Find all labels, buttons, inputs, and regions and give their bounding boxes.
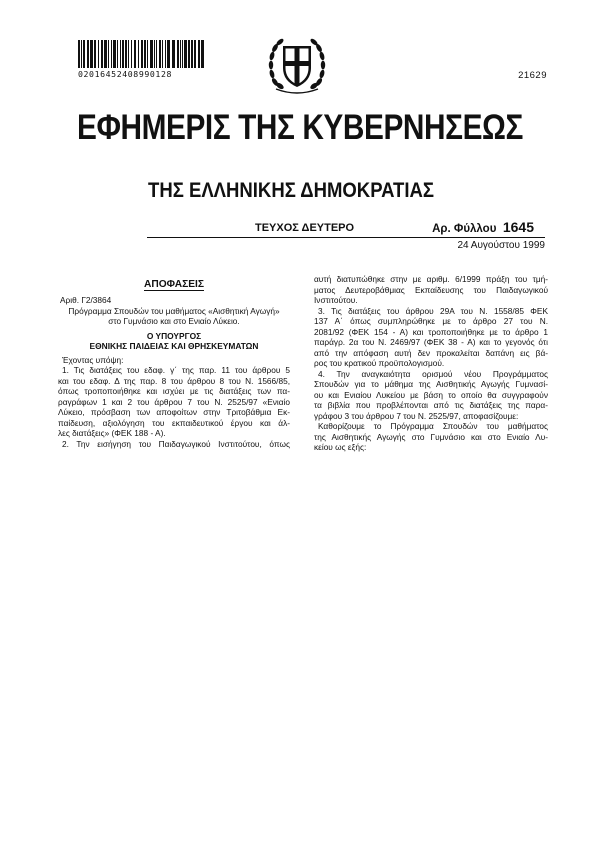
barcode-bar	[194, 40, 196, 68]
paragraph-line-text: λες διατάξεις» (ΦΕΚ 188 - Α).	[58, 428, 166, 438]
paragraph-line	[314, 369, 548, 380]
paragraph-line	[314, 358, 548, 369]
gazette-subtitle-box	[148, 180, 472, 201]
barcode-bar	[156, 40, 157, 68]
barcode-bar	[184, 40, 187, 68]
paragraph-line-text: της Αισθητικής Αγωγής στο Γυμνάσιο και στο Ενιαίο Λυ-	[314, 431, 548, 442]
barcode-bar	[198, 40, 200, 68]
paragraph-line	[58, 397, 290, 408]
paragraph-line	[314, 295, 548, 306]
paragraph-line	[58, 428, 290, 439]
gazette-title-box	[77, 110, 595, 145]
paragraph-line-text: γράφου 3 του άρθρου 7 του Ν. 2525/97, αποφασίζουμε:	[314, 410, 519, 421]
section-heading-box	[58, 279, 290, 291]
paragraph	[314, 306, 548, 369]
paragraph-line-text: 2. Την εισήγηση του Παιδαγωγικού Ινστιτούτου, όπως	[62, 438, 290, 449]
barcode-bar	[90, 40, 93, 68]
barcode-bar	[201, 40, 204, 68]
paragraph	[58, 365, 290, 439]
paragraph-line-text: 4. Την αναγκαιότητα ορισμού νέου Προγράμματος	[318, 368, 548, 379]
paragraph-line	[314, 390, 548, 401]
paragraph-line-text: κείου ως εξής:	[314, 442, 367, 452]
paragraph-line	[314, 442, 548, 453]
issue-sheet-number: 1645	[502, 219, 534, 235]
barcode-bar	[182, 40, 183, 68]
barcode-bar	[78, 40, 80, 68]
barcode-bar	[81, 40, 82, 68]
paragraph-line	[314, 379, 548, 390]
paragraph-line-text: 1. Τις διατάξεις του εδαφ. γ΄ της παρ. 11 του άρθρου 5	[62, 365, 290, 375]
barcode-bar	[113, 40, 116, 68]
barcode-bar	[131, 40, 132, 68]
issue-sheet-label: Αρ. Φύλλου	[432, 223, 497, 235]
gazette-title: ΕΦΗΜΕΡΙΣ ΤΗΣ ΚΥΒΕΡΝΗΣΕΩΣ	[77, 108, 523, 147]
coat-of-arms-emblem	[266, 34, 328, 98]
barcode-bar	[104, 40, 107, 68]
barcode-bar	[108, 40, 109, 68]
paragraph-line	[314, 274, 548, 285]
decision-subject-line: στο Γυμνάσιο και στο Ενιαίο Λύκειο.	[108, 316, 240, 326]
authority-ministry: ΕΘΝΙΚΗΣ ΠΑΙΔΕΙΑΣ ΚΑΙ ΘΡΗΣΚΕΥΜΑΤΩΝ	[89, 341, 259, 351]
paragraph-line	[314, 432, 548, 443]
paragraph-line	[58, 418, 290, 429]
paragraph	[58, 439, 290, 450]
barcode-bar	[172, 40, 175, 68]
paragraph-line	[314, 285, 548, 296]
paragraph-line-text: όπως τροποποιήθηκε και ισχύει με τις διατάξεις των πα-	[58, 386, 290, 396]
barcode-bar	[144, 40, 146, 68]
barcode-bar	[138, 40, 139, 68]
decision-subject-line: Πρόγραμμα Σπουδών του μαθήματος «Αισθητική Αγωγή»	[68, 305, 280, 316]
barcode-bar	[111, 40, 112, 68]
paragraph-line-text: ραγράφων 1 και 2 του άρθρου 7 του Ν. 2525/97 «Ενιαίο	[58, 396, 290, 407]
paragraph-line-text: παίδευση, αξιολόγηση του εκπαιδευτικού έργου και άλ-	[58, 417, 290, 428]
barcode-bar	[94, 40, 96, 68]
barcode-bar	[117, 40, 118, 68]
paragraph-line	[314, 337, 548, 348]
paragraph	[314, 421, 548, 453]
left-column	[58, 279, 290, 449]
gazette-subtitle: ΤΗΣ ΕΛΛΗΝΙΚΗΣ ΔΗΜΟΚΡΑΤΙΑΣ	[148, 179, 434, 202]
issue-volume: ΤΕΥΧΟΣ ΔΕΥΤΕΡΟ	[255, 222, 355, 234]
paragraph-line-text: ματος Δευτεροβάθμιας Εκπαίδευσης του Παιδαγωγικού	[314, 284, 548, 295]
preamble: Έχοντας υπόψη:	[62, 354, 124, 365]
paragraph-line	[314, 316, 548, 327]
barcode-bar	[159, 40, 161, 68]
paragraph-line	[58, 386, 290, 397]
barcode-bar	[147, 40, 148, 68]
left-paragraphs	[58, 365, 290, 449]
barcode-bar	[87, 40, 89, 68]
paragraph-line	[314, 348, 548, 359]
paragraph-line-text: ρος του κρατικού προϋπολογισμού.	[314, 358, 445, 368]
paragraph-line	[58, 439, 290, 450]
coat-of-arms	[266, 34, 328, 98]
barcode-bar	[177, 40, 179, 68]
barcode-bar	[154, 40, 155, 68]
paragraph-line-text: ου και Ενιαίου Λυκείου με βάση το οποίο θα συγγραφούν	[314, 389, 548, 400]
issue-date: 24 Αυγούστου 1999	[457, 240, 545, 251]
barcode-bar	[191, 40, 193, 68]
barcode-bar	[128, 40, 129, 68]
paragraph-line-text: 3. Τις διατάξεις του άρθρου 29Α του Ν. 1558/85 ΦΕΚ	[318, 305, 548, 316]
barcode-bar	[162, 40, 163, 68]
paragraph-line	[314, 306, 548, 317]
barcode-bar	[98, 40, 99, 68]
barcode-bar	[141, 40, 143, 68]
paragraph-line-text: Σπουδών για το μάθημα της Αισθητικής Αγωγής Γυμνασί-	[314, 379, 548, 389]
barcode-bar	[120, 40, 121, 68]
right-paragraphs	[314, 274, 548, 453]
barcode-bar	[101, 40, 103, 68]
barcode-bar	[165, 40, 166, 68]
paragraph-line-text: και του εδαφ. Δ της παρ. 8 του άρθρου 8 του Ν. 1566/85,	[58, 375, 290, 386]
paragraph-line-text: Ινστιτούτου.	[314, 295, 358, 305]
paragraph-line	[58, 407, 290, 418]
paragraph-line	[314, 421, 548, 432]
paragraph-line-text: τα βιβλία που προβλέπονται από τις διατάξεις της παρα-	[314, 400, 548, 410]
paragraph-line	[314, 411, 548, 422]
barcode	[78, 40, 206, 79]
decision-number: Αριθ. Γ2/3864	[60, 295, 112, 305]
section-heading: ΑΠΟΦΑΣΕΙΣ	[144, 279, 204, 290]
barcode-bar	[188, 40, 190, 68]
barcode-bar	[122, 40, 124, 68]
paragraph-line	[58, 376, 290, 387]
paragraph-line-text: Καθορίζουμε το Πρόγραμμα Σπουδών του μαθήματος	[318, 421, 548, 431]
decision-subject	[58, 306, 290, 327]
paragraph-line-text: 137 Α΄ όπως συμπληρώθηκε με το άρθρο 27 του Ν.	[314, 316, 548, 326]
paragraph	[314, 274, 548, 306]
page-number: 21629	[518, 70, 547, 81]
paragraph-line-text: Λύκειο, πρόσβαση των αποφοίτων στην Τριτοβάθμια Εκ-	[58, 407, 290, 417]
issue-sheet	[432, 219, 534, 237]
right-column	[314, 274, 548, 453]
barcode-bar	[180, 40, 181, 68]
issuing-authority	[58, 331, 290, 352]
paragraph-line	[314, 327, 548, 338]
barcode-bar	[150, 40, 153, 68]
barcode-bar	[134, 40, 136, 68]
paragraph-line-text: 2081/92 (ΦΕΚ 154 - Α) και τροποποιήθηκε με το άρθρο 1	[314, 326, 548, 337]
paragraph-line-text: από την απόφαση αυτή δεν προκαλείται δαπάνη εις βά-	[314, 347, 549, 358]
issue-rule	[147, 237, 545, 238]
barcode-bar	[167, 40, 170, 68]
paragraph-line	[58, 365, 290, 376]
barcode-bar	[83, 40, 85, 68]
barcode-bars	[78, 40, 206, 68]
paragraph	[314, 369, 548, 422]
paragraph-line	[314, 400, 548, 411]
paragraph-line-text: παράγρ. 2α του Ν. 2469/97 (ΦΕΚ 38 - Α) και το γεγονός ότι	[314, 337, 548, 347]
barcode-bar	[125, 40, 127, 68]
paragraph-line-text: αυτή διατυπώθηκε στην με αριθμ. 6/1999 πράξη του τμή-	[314, 274, 548, 284]
barcode-number: 02016452408990128	[78, 69, 172, 79]
authority-title: Ο ΥΠΟΥΡΓΟΣ	[146, 330, 202, 341]
